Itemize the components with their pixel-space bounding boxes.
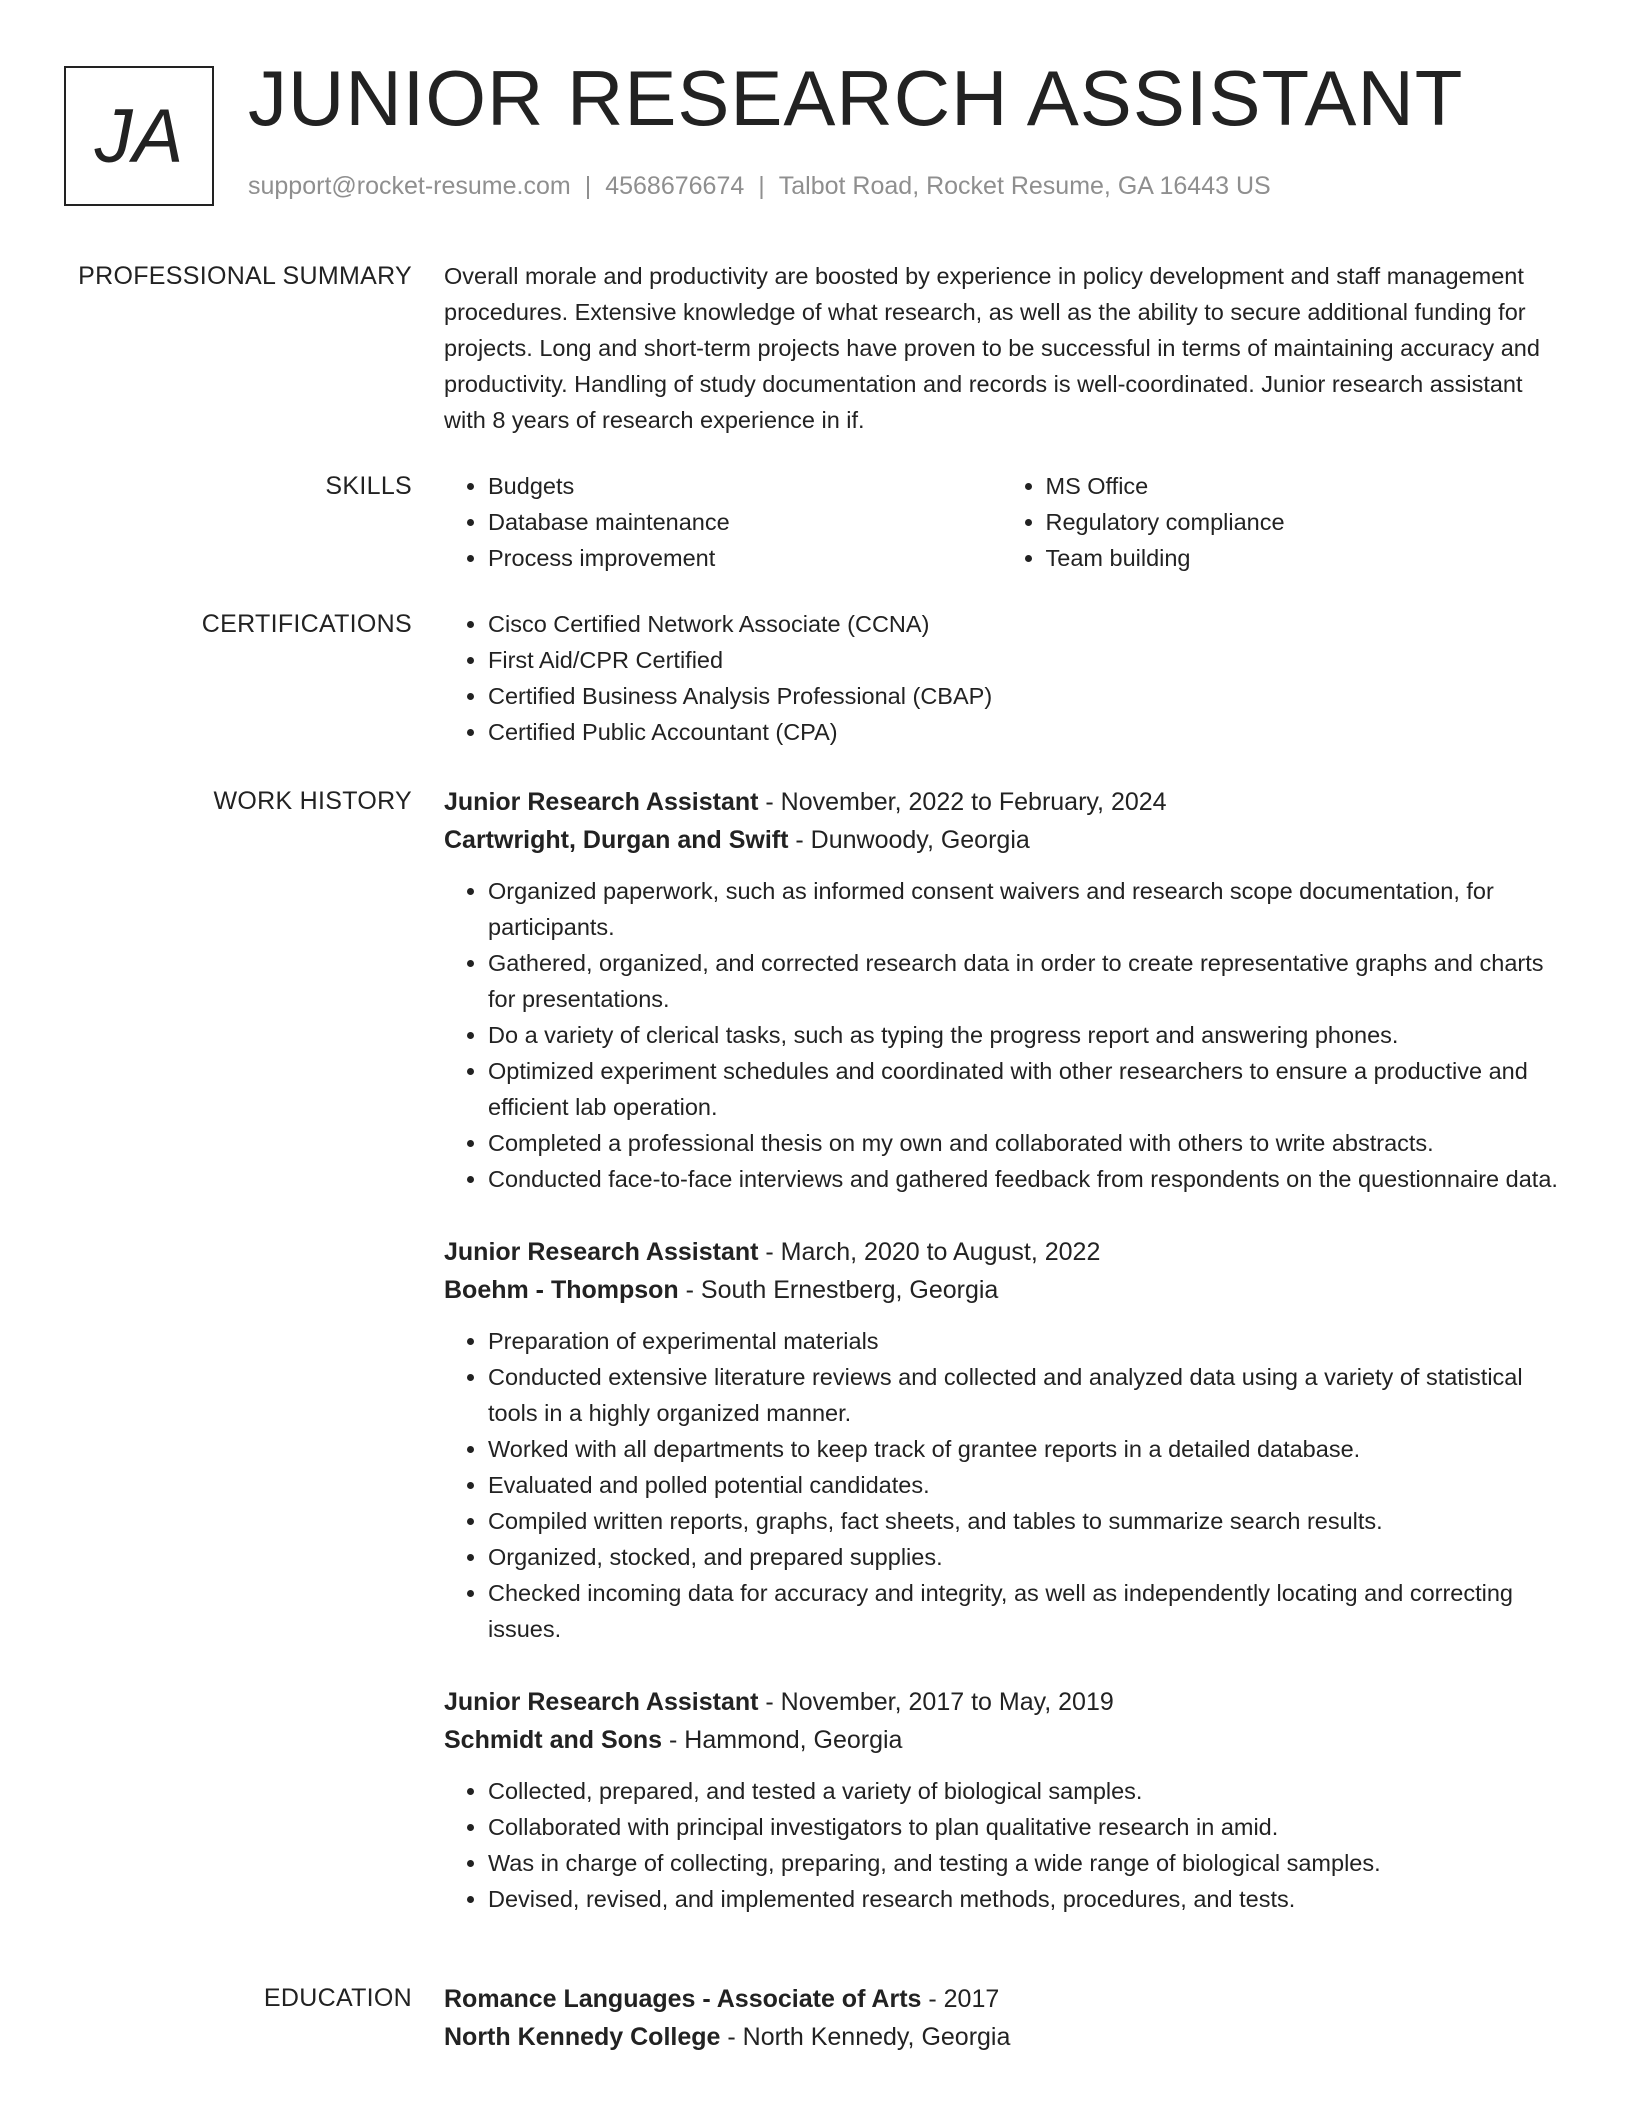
job-company: Boehm - Thompson [444,1276,679,1304]
education-school: North Kennedy College [444,2023,721,2051]
monogram-initials: JA [64,66,214,206]
job-company-line [444,821,1559,859]
job-bullets [444,1323,1559,1647]
job-entry [444,1233,1559,1647]
job-bullet: • Compiled written reports, graphs, fact sheets, and tables to summarize search results. [488,1503,1559,1539]
certification-item: • First Aid/CPR Certified [488,642,1559,678]
job-bullet: • Conducted face-to-face interviews and gathered feedback from respondents on the questionnaire data. [488,1161,1559,1197]
job-location: - Hammond, Georgia [662,1726,903,1754]
skill-item: • Budgets [488,468,1002,504]
skills-column-1 [444,468,1002,576]
contact-line [248,172,1271,201]
job-location: - Dunwoody, Georgia [788,826,1030,854]
certifications-body [444,606,1559,750]
job-dates: - March, 2020 to August, 2022 [758,1238,1101,1266]
education-year: - 2017 [921,1985,1000,2013]
certifications-heading: CERTIFICATIONS [201,610,412,638]
contact-phone: 4568676674 [605,172,745,200]
job-location: - South Ernestberg, Georgia [678,1276,999,1304]
job-bullet: • Collaborated with principal investigators to plan qualitative research in amid. [488,1809,1559,1845]
job-bullet: • Was in charge of collecting, preparing, and testing a wide range of biological samples. [488,1845,1559,1881]
job-bullets [444,1773,1559,1917]
job-entry [444,783,1559,1197]
education-degree-line [444,1980,1559,2018]
skills-heading: SKILLS [325,472,412,500]
skills-column-2 [1002,468,1560,576]
education-school-line [444,2018,1559,2056]
job-bullets [444,873,1559,1197]
skill-item: • Regulatory compliance [1046,504,1560,540]
summary-text: Overall morale and productivity are boosted by experience in policy development and staff management procedures. Extensive knowledge of what research, as well as the ability to secure additional funding for projects. Long and short-term projects have proven to be successful in terms of maintaining accuracy and productivity. Handling of study documentation and records is well-coordinated. Junior research assistant with 8 years of research experience in if. [444,263,1540,433]
job-title-line [444,783,1559,821]
job-company-line [444,1271,1559,1309]
contact-separator: | [584,172,592,200]
contact-address: Talbot Road, Rocket Resume, GA 16443 US [778,172,1271,200]
skill-item: • Database maintenance [488,504,1002,540]
job-bullet: • Optimized experiment schedules and coordinated with other researchers to ensure a productive and efficient lab operation. [488,1053,1559,1125]
job-bullet: • Preparation of experimental materials [488,1323,1559,1359]
contact-email: support@rocket-resume.com [248,172,571,200]
job-role: Junior Research Assistant [444,1688,759,1716]
resume-title: JUNIOR RESEARCH ASSISTANT [248,54,1464,142]
work-history-body [444,783,1559,1953]
job-bullet: • Devised, revised, and implemented research methods, procedures, and tests. [488,1881,1559,1917]
job-dates: - November, 2022 to February, 2024 [758,788,1167,816]
job-company-line [444,1721,1559,1759]
job-entry [444,1683,1559,1917]
job-company: Cartwright, Durgan and Swift [444,826,789,854]
certification-item: • Certified Business Analysis Professional (CBAP) [488,678,1559,714]
skill-item: • MS Office [1046,468,1560,504]
job-role: Junior Research Assistant [444,788,759,816]
job-bullet: • Organized paperwork, such as informed consent waivers and research scope documentation, for participants. [488,873,1559,945]
job-bullet: • Do a variety of clerical tasks, such as typing the progress report and answering phones. [488,1017,1559,1053]
job-bullet: • Completed a professional thesis on my own and collaborated with others to write abstracts. [488,1125,1559,1161]
education-degree: Romance Languages - Associate of Arts [444,1985,922,2013]
job-bullet: • Evaluated and polled potential candidates. [488,1467,1559,1503]
job-bullet: • Gathered, organized, and corrected research data in order to create representative graphs and charts for presentations. [488,945,1559,1017]
certification-item: • Cisco Certified Network Associate (CCNA) [488,606,1559,642]
job-bullet: • Conducted extensive literature reviews and collected and analyzed data using a variety of statistical tools in a highly organized manner. [488,1359,1559,1431]
education-location: - North Kennedy, Georgia [720,2023,1011,2051]
job-company: Schmidt and Sons [444,1726,663,1754]
education-body [444,1980,1559,2056]
skill-item: • Process improvement [488,540,1002,576]
contact-separator: | [758,172,765,200]
job-bullet: • Organized, stocked, and prepared supplies. [488,1539,1559,1575]
certifications-list [444,606,1559,750]
certification-item: • Certified Public Accountant (CPA) [488,714,1559,750]
job-title-line [444,1233,1559,1271]
job-dates: - November, 2017 to May, 2019 [758,1688,1114,1716]
job-title-line [444,1683,1559,1721]
job-role: Junior Research Assistant [444,1238,759,1266]
job-bullet: • Collected, prepared, and tested a variety of biological samples. [488,1773,1559,1809]
skills-body [444,468,1559,576]
education-heading: EDUCATION [263,1984,412,2012]
summary-body [444,258,1559,438]
job-bullet: • Worked with all departments to keep track of grantee reports in a detailed database. [488,1431,1559,1467]
work-history-heading: WORK HISTORY [213,787,412,815]
skill-item: • Team building [1046,540,1560,576]
summary-heading: PROFESSIONAL SUMMARY [78,262,412,290]
job-bullet: • Checked incoming data for accuracy and integrity, as well as independently locating and correcting issues. [488,1575,1559,1647]
